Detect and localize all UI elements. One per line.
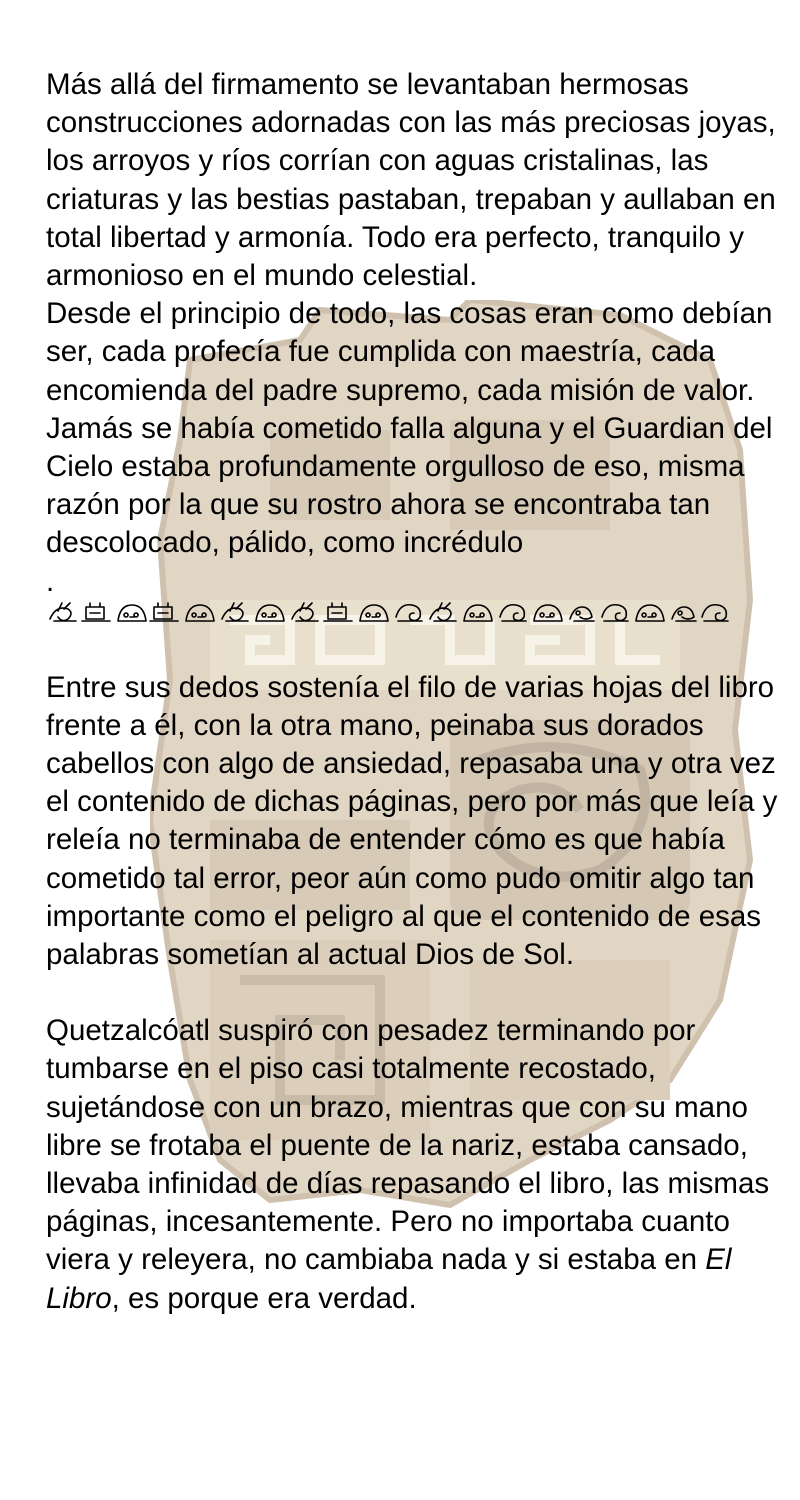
book-title-italic: El Libro bbox=[46, 1243, 732, 1315]
paragraph-4 bbox=[46, 1012, 786, 1318]
story-text bbox=[46, 66, 786, 1318]
paragraph-spacer bbox=[46, 974, 786, 1012]
paragraph-spacer bbox=[46, 631, 786, 669]
paragraph-2: Desde el principio de todo, las cosas eran como debían ser, cada profecía fue cumplida con maestría, cada encomienda del padre supremo, cada misión de valor. Jamás se había cometido falla alguna y el Guardian del Cielo estaba profundamente orgulloso de eso, misma razón por la que su rostro ahora se encontraba tan descolocado, pálido, como incrédulo bbox=[46, 297, 773, 560]
paragraph-4-text: Quetzalcóatl suspiró con pesadez terminando por tumbarse en el piso casi totalmente recostado, sujetándose con un brazo, mientras que con su mano libre se frotaba el puente de la nariz, estaba cansado, llevaba infinidad de días repasando el libro, las mismas páginas, incesantemente. Pero no importaba cuanto viera y releyera, no cambiaba nada y si estaba en bbox=[46, 1014, 770, 1277]
aztec-glyph-divider-icon bbox=[46, 597, 786, 631]
paragraph-1: Más allá del firmamento se levantaban hermosas construcciones adornadas con las más preciosas joyas, los arroyos y ríos corrían con aguas cristalinas, las criaturas y las bestias pastaban, trepaban y aullaban en total libertad y armonía. Todo era perfecto, tranquilo y armonioso en el mundo celestial. bbox=[46, 68, 776, 293]
paragraph-4-ending: , es porque era verdad. bbox=[111, 1281, 417, 1315]
paragraph-3: Entre sus dedos sostenía el filo de varias hojas del libro frente a él, con la otra mano, peinaba sus dorados cabellos con algo de ansiedad, repasaba una y otra vez el contenido de dichas páginas, pero por más que leía y releía no terminaba de entender cómo es que había cometido tal error, peor aún como pudo omitir algo tan importante como el peligro al que el contenido de esas palabras sometían al actual Dios de Sol. bbox=[46, 670, 778, 972]
ellipsis-dot: . bbox=[46, 564, 55, 598]
